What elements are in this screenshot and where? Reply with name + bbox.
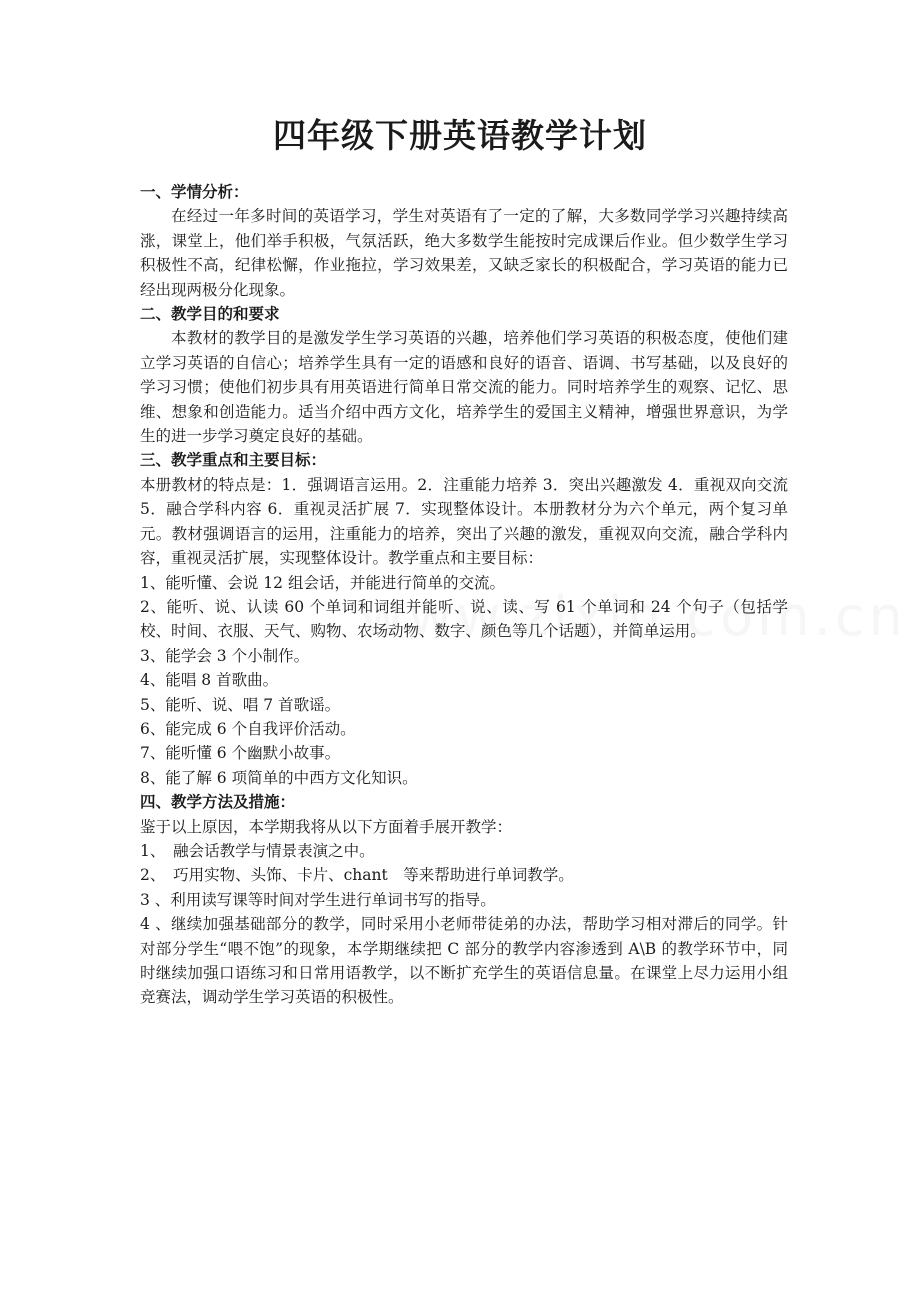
document-body xyxy=(140,180,788,1010)
paragraph: 本册教材的特点是：1．强调语言运用。2．注重能力培养 3．突出兴趣激发 4．重视双向交流 5．融合学科内容 6．重视灵活扩展 7．实现整体设计。本册教材分为六个单元，两个复习单元。教材强调语言的运用，注重能力的培养，突出了兴趣的激发，重视双向交流，融合学科内容，重视灵活扩展，实现整体设计。教学重点和主要目标： xyxy=(140,475,788,568)
list-item: 7、能听懂 6 个幽默小故事。 xyxy=(140,744,341,763)
list-item: 2、 巧用实物、头饰、卡片、chant 等来帮助进行单词教学。 xyxy=(140,866,574,885)
section-heading-1: 一、学情分析： xyxy=(140,182,249,201)
paragraph: 本教材的教学目的是激发学生学习英语的兴趣，培养他们学习英语的积极态度，使他们建立学习英语的自信心；培养学生具有一定的语感和良好的语音、语调、书写基础，以及良好的学习习惯；使他们初步具有用英语进行简单日常交流的能力。同时培养学生的观察、记忆、思维、想象和创造能力。适当介绍中西方文化，培养学生的爱国主义精神，增强世界意识，为学生的进一步学习奠定良好的基础。 xyxy=(140,329,788,446)
paragraph: 在经过一年多时间的英语学习，学生对英语有了一定的了解，大多数同学学习兴趣持续高涨，课堂上，他们举手积极，气氛活跃，绝大多数学生能按时完成课后作业。但少数学生学习积极性不高，纪律松懈，作业拖拉，学习效果差，又缺乏家长的积极配合，学习英语的能力已经出现两极分化现象。 xyxy=(140,207,788,299)
list-item: 3、能学会 3 个小制作。 xyxy=(140,646,310,665)
list-item: 6、能完成 6 个自我评价活动。 xyxy=(140,719,356,738)
list-item: 1、 融会话教学与情景表演之中。 xyxy=(140,841,375,860)
section-heading-2: 二、教学目的和要求 xyxy=(140,304,280,324)
section-heading-4: 四、教学方法及措施： xyxy=(140,792,296,812)
paragraph: 鉴于以上原因，本学期我将从以下方面着手展开教学： xyxy=(140,817,513,836)
list-item: 4 、继续加强基础部分的教学，同时采用小老师带徒弟的办法，帮助学习相对滞后的同学。针对部分学生“喂不饱”的现象，本学期继续把 C 部分的教学内容渗透到 A\B 的教学环节中，同时继续加强口语练习和日常用语教学，以不断扩充学生的英语信息量。在课堂上尽力运用小组竞赛法，调动学生学习英语的积极性。 xyxy=(140,915,788,1007)
list-item: 8、能了解 6 项简单的中西方文化知识。 xyxy=(140,768,418,787)
section-heading-3: 三、教学重点和主要目标： xyxy=(140,450,327,470)
list-item: 5、能听、说、唱 7 首歌谣。 xyxy=(140,695,341,714)
list-item: 3 、利用读写课等时间对学生进行单词书写的指导。 xyxy=(140,890,496,909)
document-title: 四年级下册英语教学计划 xyxy=(273,116,647,155)
list-item: 2、能听、说、认读 60 个单词和词组并能听、说、读、写 61 个单词和 24 个句子（包括学校、时间、衣服、天气、购物、农场动物、数字、颜色等几个话题），并简单运用。 xyxy=(140,597,788,641)
list-item: 1、能听懂、会说 12 组会话，并能进行简单的交流。 xyxy=(140,573,505,592)
list-item: 4、能唱 8 首歌曲。 xyxy=(140,671,279,690)
